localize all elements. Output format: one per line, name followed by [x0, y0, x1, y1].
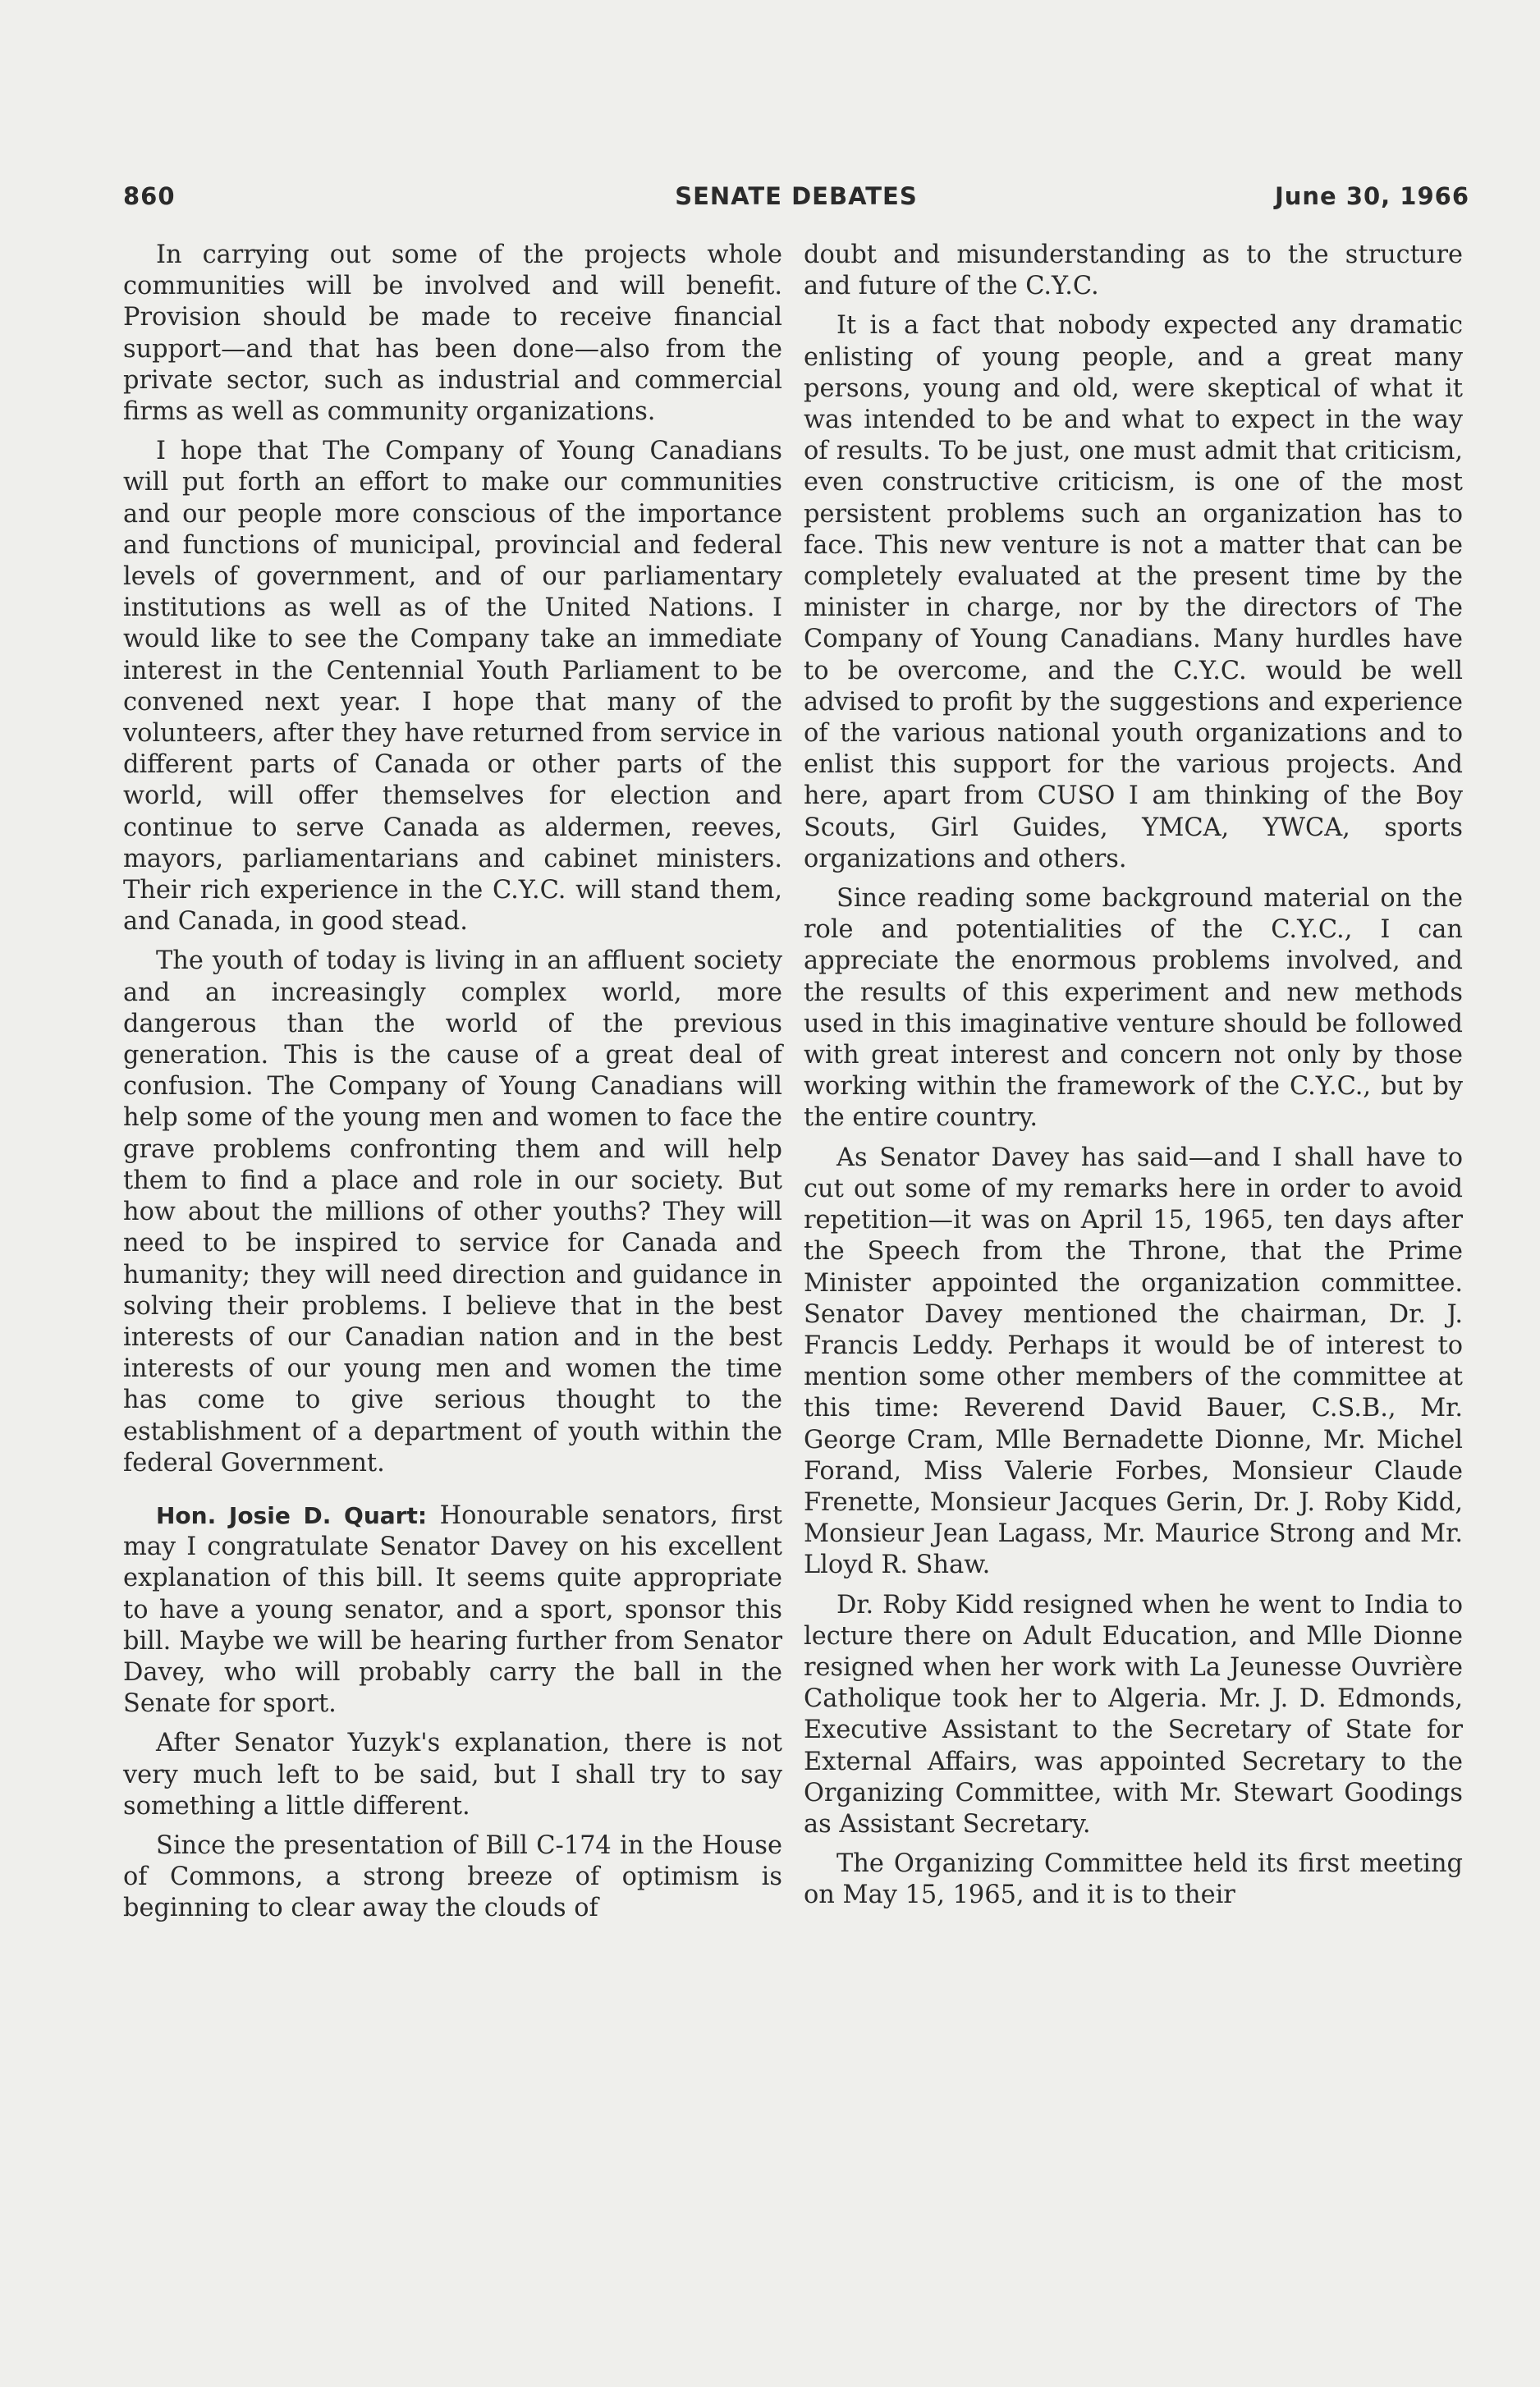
speaker-name: Hon. Josie D. Quart:: [156, 1501, 428, 1529]
left-paragraph-4: [123, 1500, 782, 1720]
speech-text: Honourable senators, first may I congratulate Senator Davey on his excellent explanation of this bill. It seems quite appropriate to have a young senator, and a sport, sponsor this bill. Maybe we will be hearing further from Senator Davey, who will probably carry the ball in the Senate for sport.: [123, 1500, 782, 1719]
right-paragraph-5: Dr. Roby Kidd resigned when he went to India to lecture there on Adult Education, and Mlle Dionne resigned when her work with La Jeunesse Ouvrière Catholique took her to Algeria. Mr. J. D. Edmonds, Executive Assistant to the Secretary of State for External Affairs, was appointed Secretary to the Organizing Committee, with Mr. Stewart Goodings as Assistant Secretary.: [804, 1590, 1463, 1839]
right-paragraph-6: The Organizing Committee held its first meeting on May 15, 1965, and it is to their: [804, 1849, 1463, 1910]
publication-date: June 30, 1966: [1274, 182, 1469, 210]
publication-title: SENATE DEBATES: [675, 182, 918, 210]
left-column: [123, 240, 782, 1933]
right-paragraph-3: Since reading some background material on the role and potentialities of the C.Y.C., I can appreciate the enormous problems involved, and the results of this experiment and new methods used in this imaginative venture should be followed with great interest and concern not only by those working within the framework of the C.Y.C., but by the entire country.: [804, 884, 1463, 1133]
page-header: [123, 182, 1469, 215]
right-paragraph-1: doubt and misunderstanding as to the structure and future of the C.Y.C.: [804, 241, 1463, 301]
left-paragraph-1: In carrying out some of the projects whole communities will be involved and will benefit. Provision should be made to receive financial support—and that has been done—also from the private sector, such as industrial and commercial firms as well as community organizations.: [123, 241, 782, 427]
right-column: [804, 240, 1463, 1920]
right-paragraph-4: As Senator Davey has said—and I shall have to cut out some of my remarks here in order to avoid repetition—it was on April 15, 1965, ten days after the Speech from the Throne, that the Prime Minister appointed the organization committee. Senator Davey mentioned the chairman, Dr. J. Francis Leddy. Perhaps it would be of interest to mention some other members of the committee at this time: Reverend David Bauer, C.S.B., Mr. George Cram, Mlle Bernadette Dionne, Mr. Michel Forand, Miss Valerie Forbes, Monsieur Claude Frenette, Monsieur Jacques Gerin, Dr. J. Roby Kidd, Monsieur Jean Lagass, Mr. Maurice Strong and Mr. Lloyd R. Shaw.: [804, 1143, 1463, 1580]
right-paragraph-2: It is a fact that nobody expected any dramatic enlisting of young people, and a great many persons, young and old, were skeptical of what it was intended to be and what to expect in the way of results. To be just, one must admit that criticism, even constructive criticism, is one of the most persistent problems such an organization has to face. This new venture is not a matter that can be completely evaluated at the present time by the minister in charge, nor by the directors of The Company of Young Canadians. Many hurdles have to be overcome, and the C.Y.C. would be well advised to profit by the suggestions and experience of the various national youth organizations and to enlist this support for the various projects. And here, apart from CUSO I am thinking of the Boy Scouts, Girl Guides, YMCA, YWCA, sports organizations and others.: [804, 311, 1463, 873]
left-paragraph-5: After Senator Yuzyk's explanation, there is not very much left to be said, but I shall try to say something a little different.: [123, 1729, 782, 1821]
page-number: 860: [123, 182, 176, 210]
left-paragraph-3: The youth of today is living in an affluent society and an increasingly complex world, more dangerous than the world of the previous generation. This is the cause of a great deal of confusion. The Company of Young Canadians will help some of the young men and women to face the grave problems confronting them and will help them to find a place and role in our society. But how about the millions of other youths? They will need to be inspired to service for Canada and humanity; they will need direction and guidance in solving their problems. I believe that in the best interests of our Canadian nation and in the best interests of our young men and women the time has come to give serious thought to the establishment of a department of youth within the federal Government.: [123, 946, 782, 1478]
left-paragraph-6: Since the presentation of Bill C-174 in the House of Commons, a strong breeze of optimism is beginning to clear away the clouds of: [123, 1830, 782, 1923]
left-paragraph-2: I hope that The Company of Young Canadians will put forth an effort to make our communities and our people more conscious of the importance and functions of municipal, provincial and federal levels of government, and of our parliamentary institutions as well as of the United Nations. I would like to see the Company take an immediate interest in the Centennial Youth Parliament to be convened next year. I hope that many of the volunteers, after they have returned from service in different parts of Canada or other parts of the world, will offer themselves for election and continue to serve Canada as aldermen, reeves, mayors, parliamentarians and cabinet ministers. Their rich experience in the C.Y.C. will stand them, and Canada, in good stead.: [123, 437, 782, 937]
